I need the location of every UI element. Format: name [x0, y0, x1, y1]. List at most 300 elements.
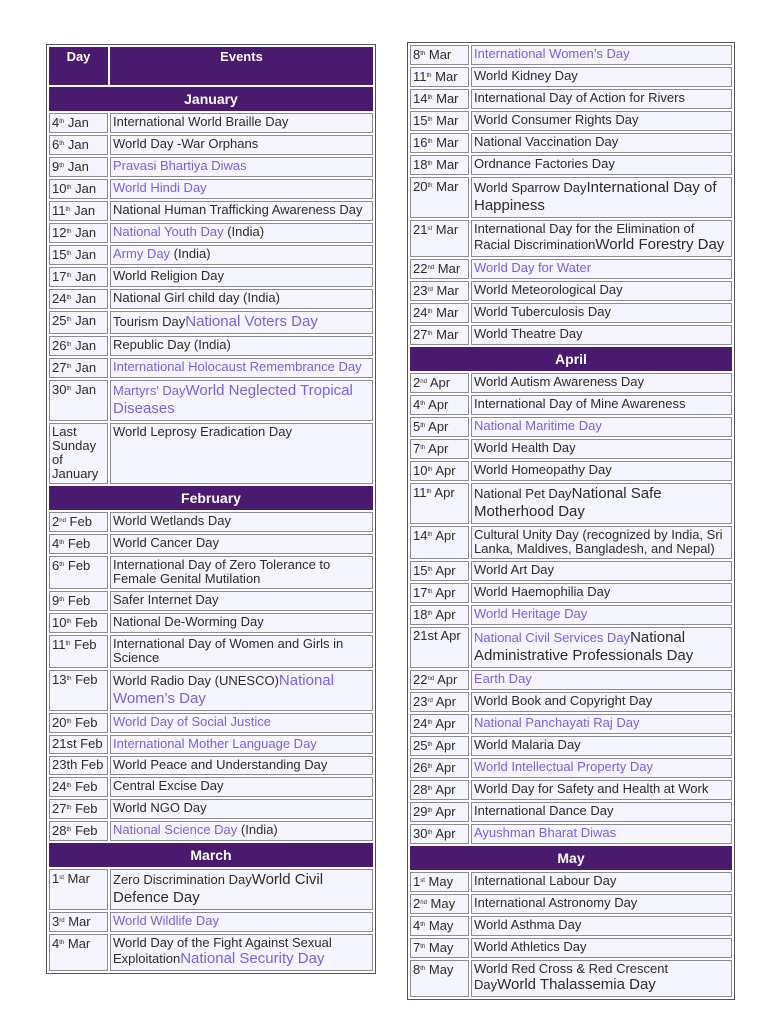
event-cell: [110, 912, 373, 932]
day-suffix: st: [427, 226, 433, 232]
day-cell: [49, 201, 108, 221]
event-cell: [110, 336, 373, 356]
event-cell: [471, 483, 732, 524]
table-row: [410, 417, 732, 437]
day-suffix: th: [66, 676, 72, 682]
day-number: 28: [413, 782, 428, 797]
table-row: [49, 512, 373, 532]
day-month: Mar: [436, 179, 459, 194]
left-column: [46, 44, 376, 974]
event-cell: [471, 325, 732, 345]
events-table-left: [47, 45, 375, 973]
table-row: [410, 259, 732, 279]
event-text: World Thalassemia Day: [497, 976, 656, 993]
table-row: [49, 556, 373, 589]
day-suffix: th: [427, 589, 433, 595]
day-suffix: th: [66, 185, 72, 191]
event-link[interactable]: National Panchayati Raj Day: [474, 715, 640, 730]
day-suffix: th: [427, 139, 433, 145]
day-number: 24: [413, 305, 428, 320]
day-number: 16: [413, 135, 428, 150]
day-number: 4: [52, 536, 60, 551]
day-suffix: th: [427, 309, 433, 315]
table-row: [49, 179, 373, 199]
day-month: Jan: [75, 338, 97, 353]
day-month: Mar: [436, 113, 459, 128]
event-cell: [471, 111, 732, 131]
event-text: World Cancer Day: [113, 535, 219, 550]
day-cell: [49, 380, 108, 421]
event-link[interactable]: Martyrs' Day: [113, 383, 186, 398]
day-cell: [49, 245, 108, 265]
day-number: 7: [413, 940, 421, 955]
day-cell: [49, 591, 108, 611]
day-text: Last Sunday of January: [52, 424, 99, 481]
day-suffix: nd: [59, 518, 66, 524]
day-suffix: th: [66, 273, 72, 279]
event-cell: [471, 627, 732, 668]
day-cell: [410, 373, 469, 393]
day-month: Jan: [75, 313, 97, 328]
table-row: [49, 267, 373, 287]
event-text: World Religion Day: [113, 268, 225, 283]
day-cell: [410, 758, 469, 778]
day-suffix: th: [66, 251, 72, 257]
event-link[interactable]: World Neglected Tropical Diseases: [113, 382, 353, 417]
event-text: World Kidney Day: [474, 68, 578, 83]
day-number: 6: [52, 137, 60, 152]
event-cell: [471, 220, 732, 257]
day-suffix: nd: [420, 379, 427, 385]
event-link[interactable]: International Mother Language Day: [113, 736, 317, 751]
table-row: [49, 289, 373, 309]
day-suffix: th: [420, 445, 426, 451]
day-month: Apr: [435, 585, 456, 600]
day-month: Apr: [435, 694, 456, 709]
event-cell: [471, 461, 732, 481]
event-cell: [471, 938, 732, 958]
table-row: [410, 736, 732, 756]
day-cell: [49, 311, 108, 334]
table-row: [49, 799, 373, 819]
event-text: (India): [170, 246, 211, 261]
event-link[interactable]: National Women’s Day: [113, 672, 334, 707]
event-cell: [471, 395, 732, 415]
table-row: [410, 605, 732, 625]
event-cell: [471, 736, 732, 756]
day-month: Jan: [67, 159, 89, 174]
day-month: May: [428, 874, 454, 889]
event-cell: [110, 267, 373, 287]
day-suffix: th: [427, 161, 433, 167]
day-suffix: th: [427, 611, 433, 617]
day-suffix: th: [66, 295, 72, 301]
day-month: Feb: [75, 615, 98, 630]
day-number: 15: [52, 247, 67, 262]
day-number: 14: [413, 91, 428, 106]
day-cell: [49, 821, 108, 841]
table-header-row: [49, 47, 373, 85]
day-cell: [49, 869, 108, 910]
event-text: World Red Cross & Red Crescent Day: [474, 961, 669, 992]
day-month: Apr: [435, 804, 456, 819]
event-link[interactable]: Army Day: [113, 246, 171, 261]
event-text: World Day of the Fight Against Sexual Exploitation: [113, 935, 332, 966]
day-number: 27: [52, 360, 67, 375]
day-number: 3: [52, 914, 60, 929]
day-month: Apr: [435, 716, 456, 731]
day-cell: [410, 526, 469, 559]
event-link[interactable]: National Maritime Day: [474, 418, 602, 433]
day-cell: [410, 461, 469, 481]
event-link[interactable]: National Science Day: [113, 822, 238, 837]
day-cell: [49, 179, 108, 199]
day-suffix: th: [66, 317, 72, 323]
event-text: World Asthma Day: [474, 917, 582, 932]
day-month: Jan: [75, 269, 97, 284]
event-text: National De-Worming Day: [113, 614, 264, 629]
day-cell: [410, 872, 469, 892]
event-cell: [110, 713, 373, 733]
day-cell: [410, 894, 469, 914]
day-suffix: th: [427, 742, 433, 748]
day-number: 30: [52, 382, 67, 397]
day-month: Feb: [67, 593, 91, 608]
day-number: 2: [413, 375, 421, 390]
day-suffix: nd: [420, 900, 427, 906]
table-row: [410, 692, 732, 712]
month-heading: May: [410, 846, 732, 870]
event-text: International Day of Action for Rivers: [474, 90, 685, 105]
day-number: 14: [413, 528, 428, 543]
day-month: Mar: [436, 91, 459, 106]
event-text: World Malaria Day: [474, 737, 581, 752]
day-cell: [49, 756, 108, 775]
day-month: Mar: [435, 69, 458, 84]
day-number: 10: [52, 181, 67, 196]
event-cell: [471, 303, 732, 323]
day-suffix: th: [66, 229, 72, 235]
event-text: World Theatre Day: [474, 326, 583, 341]
day-suffix: th: [420, 966, 426, 972]
event-cell: [110, 113, 373, 133]
event-text: National Safe Motherhood Day: [474, 485, 662, 520]
header-events: Events: [110, 47, 373, 85]
event-text: World Day for Safety and Health at Work: [474, 781, 709, 796]
day-suffix: th: [59, 597, 65, 603]
event-cell: [110, 534, 373, 554]
event-cell: [110, 777, 373, 797]
table-row: [410, 220, 732, 257]
day-month: Feb: [67, 558, 91, 573]
event-text: National Administrative Professionals Day: [474, 629, 694, 664]
event-cell: [471, 155, 732, 175]
day-suffix: th: [66, 805, 72, 811]
day-suffix: th: [427, 117, 433, 123]
day-month: May: [428, 940, 454, 955]
day-cell: [410, 736, 469, 756]
day-month: Jan: [75, 360, 97, 375]
table-row: [410, 780, 732, 800]
day-month: Mar: [67, 871, 90, 886]
day-number: 12: [52, 225, 67, 240]
day-suffix: th: [427, 183, 433, 189]
table-row: [49, 336, 373, 356]
event-text: Ordnance Factories Day: [474, 156, 615, 171]
table-row: [49, 934, 373, 971]
event-cell: [110, 157, 373, 177]
event-cell: [471, 605, 732, 625]
day-number: 27: [52, 801, 67, 816]
day-suffix: rd: [427, 287, 433, 293]
day-cell: [410, 395, 469, 415]
event-cell: [471, 133, 732, 153]
day-cell: [410, 583, 469, 603]
table-row: [49, 245, 373, 265]
right-column: [407, 42, 735, 1000]
day-suffix: th: [427, 532, 433, 538]
day-number: 10: [52, 615, 67, 630]
day-month: Mar: [436, 157, 459, 172]
table-row: [410, 960, 732, 997]
month-heading: February: [49, 486, 373, 510]
event-cell: [471, 45, 732, 65]
day-month: Mar: [436, 327, 459, 342]
event-link[interactable]: National Youth Day: [113, 224, 224, 239]
day-suffix: th: [66, 783, 72, 789]
day-cell: [410, 802, 469, 822]
event-link[interactable]: National Security Day: [180, 950, 325, 967]
event-cell: [471, 526, 732, 559]
event-cell: [110, 735, 373, 754]
event-link[interactable]: Pravasi Bhartiya Diwas: [113, 158, 247, 173]
day-suffix: th: [66, 619, 72, 625]
event-cell: [110, 201, 373, 221]
day-number: 20: [413, 179, 428, 194]
day-month: Apr: [435, 607, 456, 622]
event-text: International Day of Happiness: [474, 179, 717, 214]
day-suffix: th: [427, 95, 433, 101]
day-suffix: th: [59, 940, 65, 946]
day-month: Feb: [75, 715, 98, 730]
event-text: World NGO Day: [113, 800, 207, 815]
table-row: [410, 627, 732, 668]
month-row-february: [49, 486, 373, 510]
day-month: May: [430, 896, 456, 911]
event-text: World Book and Copyright Day: [474, 693, 653, 708]
day-month: Jan: [75, 181, 97, 196]
day-suffix: th: [66, 719, 72, 725]
day-suffix: rd: [427, 698, 433, 704]
day-cell: [49, 267, 108, 287]
day-cell: [49, 113, 108, 133]
day-number: 4: [52, 936, 60, 951]
table-row: [49, 613, 373, 633]
table-row: [410, 461, 732, 481]
event-link[interactable]: National Voters Day: [185, 313, 318, 330]
event-cell: [110, 613, 373, 633]
event-cell: [110, 289, 373, 309]
day-cell: [410, 155, 469, 175]
day-number: 6: [52, 558, 60, 573]
month-heading: April: [410, 347, 732, 371]
day-number: 15: [413, 563, 428, 578]
day-month: Mar: [68, 914, 91, 929]
day-cell: [49, 336, 108, 356]
table-row: [49, 912, 373, 932]
day-month: Apr: [435, 528, 456, 543]
day-cell: [49, 135, 108, 155]
event-text: World Leprosy Eradication Day: [113, 424, 292, 439]
event-text: Safer Internet Day: [113, 592, 219, 607]
event-cell: [110, 799, 373, 819]
day-text: 21st Feb: [52, 736, 103, 751]
day-number: 27: [413, 327, 428, 342]
day-text: 23th Feb: [52, 757, 104, 772]
day-cell: [49, 157, 108, 177]
event-cell: [110, 423, 373, 484]
day-number: 26: [413, 760, 428, 775]
event-text: (India): [237, 822, 278, 837]
day-suffix: th: [59, 163, 65, 169]
table-row: [49, 223, 373, 243]
event-cell: [471, 281, 732, 301]
event-link[interactable]: International Holocaust Remembrance Day: [113, 359, 362, 374]
event-text: World Consumer Rights Day: [474, 112, 639, 127]
table-row: [410, 894, 732, 914]
day-number: 7: [413, 441, 421, 456]
day-cell: [410, 627, 469, 668]
day-suffix: th: [427, 786, 433, 792]
day-cell: [410, 483, 469, 524]
event-link[interactable]: International Women’s Day: [474, 46, 630, 61]
day-month: Apr: [434, 485, 455, 500]
day-suffix: th: [427, 808, 433, 814]
event-link[interactable]: World Day for Water: [474, 260, 592, 275]
day-cell: [49, 912, 108, 932]
table-row: [410, 133, 732, 153]
event-link[interactable]: World Wildlife Day: [113, 913, 219, 928]
day-number: 22: [413, 672, 428, 687]
day-cell: [49, 613, 108, 633]
event-cell: [471, 758, 732, 778]
day-month: Jan: [75, 382, 97, 397]
day-cell: [410, 692, 469, 712]
day-number: 2: [52, 514, 60, 529]
event-link[interactable]: World Day of Social Justice: [113, 714, 271, 729]
event-cell: [471, 561, 732, 581]
day-number: 24: [52, 779, 67, 794]
day-month: Feb: [75, 779, 98, 794]
day-number: 11: [413, 69, 427, 84]
table-row: [49, 157, 373, 177]
event-text: Central Excise Day: [113, 778, 224, 793]
table-row: [49, 713, 373, 733]
day-month: Apr: [428, 419, 449, 434]
day-cell: [49, 934, 108, 971]
month-row-april: [410, 347, 732, 371]
day-month: Feb: [75, 801, 98, 816]
day-cell: [410, 303, 469, 323]
table-row: [410, 67, 732, 87]
table-row: [49, 423, 373, 484]
table-row: [410, 177, 732, 218]
day-number: 20: [52, 715, 67, 730]
event-cell: [471, 714, 732, 734]
day-suffix: th: [426, 73, 432, 79]
day-cell: [49, 358, 108, 378]
day-number: 11: [52, 203, 66, 218]
event-text: International Day of Women and Girls in Science: [113, 636, 344, 665]
event-cell: [471, 894, 732, 914]
day-number: 4: [413, 918, 421, 933]
event-text: World Haemophilia Day: [474, 584, 611, 599]
day-suffix: th: [66, 827, 72, 833]
day-number: 23: [413, 694, 428, 709]
event-text: World Meteorological Day: [474, 282, 623, 297]
day-cell: [49, 777, 108, 797]
day-cell: [49, 713, 108, 733]
day-cell: [49, 799, 108, 819]
event-link[interactable]: World Heritage Day: [474, 606, 588, 621]
day-month: Mar: [436, 305, 459, 320]
table-row: [410, 483, 732, 524]
month-heading: January: [49, 87, 373, 111]
event-cell: [471, 916, 732, 936]
day-month: Jan: [75, 225, 97, 240]
day-number: 15: [413, 113, 428, 128]
day-number: 4: [52, 115, 60, 130]
day-cell: [49, 534, 108, 554]
event-text: Cultural Unity Day (recognized by India, Sri Lanka, Maldives, Bangladesh, and Nepal): [474, 527, 723, 556]
event-link[interactable]: World Intellectual Property Day: [474, 759, 653, 774]
table-row: [49, 821, 373, 841]
event-link[interactable]: Earth Day: [474, 671, 532, 686]
month-heading: March: [49, 843, 373, 867]
day-month: Apr: [437, 672, 458, 687]
day-month: Jan: [67, 115, 89, 130]
event-text: International World Braille Day: [113, 114, 289, 129]
day-suffix: rd: [59, 918, 65, 924]
table-row: [49, 358, 373, 378]
event-cell: [471, 670, 732, 690]
event-text: International Astronomy Day: [474, 895, 638, 910]
event-cell: [471, 373, 732, 393]
day-number: 24: [52, 291, 67, 306]
event-cell: [110, 556, 373, 589]
day-number: 22: [413, 261, 428, 276]
day-number: 24: [413, 716, 428, 731]
day-suffix: th: [427, 830, 433, 836]
table-row: [410, 111, 732, 131]
day-suffix: th: [427, 720, 433, 726]
table-row: [49, 113, 373, 133]
day-cell: [410, 417, 469, 437]
day-number: 1: [52, 871, 60, 886]
event-text: National Pet Day: [474, 486, 572, 501]
table-row: [410, 802, 732, 822]
day-suffix: th: [420, 423, 426, 429]
event-link[interactable]: Ayushman Bharat Diwas: [474, 825, 617, 840]
day-number: 11: [413, 485, 427, 500]
day-number: 9: [52, 593, 60, 608]
day-cell: [410, 325, 469, 345]
event-link[interactable]: World Hindi Day: [113, 180, 207, 195]
event-link[interactable]: National Civil Services Day: [474, 630, 631, 645]
day-cell: [410, 220, 469, 257]
day-number: 30: [413, 826, 428, 841]
day-cell: [410, 714, 469, 734]
